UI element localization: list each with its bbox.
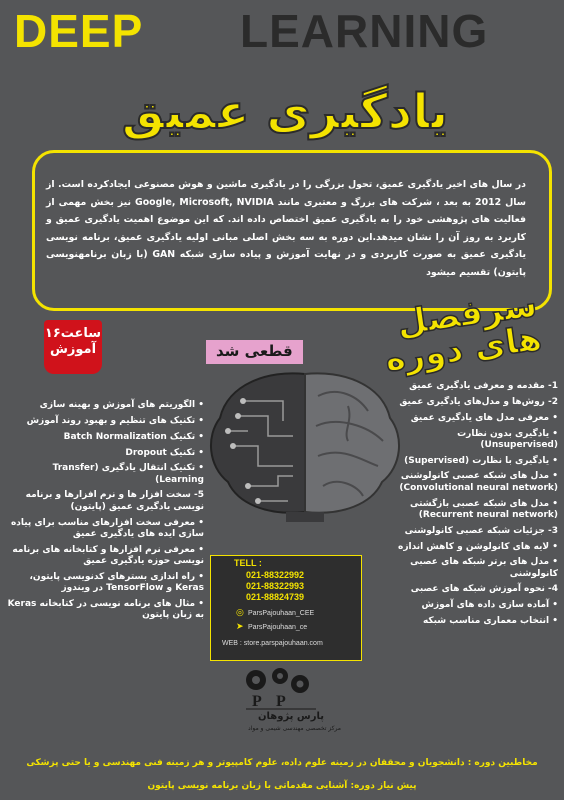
audience-text: مخاطبین دوره : دانشجویان و محققان در زمینه علوم داده، علوم کامپیوتر و هر زمینه فنی مهندسی و یا حتی پزشکی (26, 758, 538, 768)
list-item: • معرفی مدل های یادگیری عمیق (410, 412, 558, 423)
list-item: • تکنیک انتقال یادگیری (Transfer Learning) (52, 463, 204, 485)
list-item: • آماده سازی داده های آموزش (421, 600, 558, 611)
list-item: • معرفی سخت افزارهای مناسب برای پیاده سازی ایده های یادگیری عمیق (10, 517, 204, 539)
list-item: 3- جزئیات شبکه عصبی کانولوشنی (404, 525, 558, 536)
syllabus-list-left (6, 400, 204, 626)
hours-label: آموزش (49, 341, 97, 357)
list-item: • یادگیری بدون نظارت (Unsupervised) (457, 428, 558, 450)
phone-number[interactable]: 021-88322993 (246, 581, 305, 591)
instagram-icon: ◎ (236, 608, 244, 618)
logo-name: پارس پژوهان (258, 711, 324, 722)
title-deep: DEEP (14, 5, 144, 57)
website-link[interactable]: WEB : store.parspajouhaan.com (222, 640, 323, 647)
list-item: • مدل های شبکه عصبی کانولوشنی (Convolutional neural network) (399, 471, 558, 493)
list-item: • یادگیری با نظارت (Supervised) (404, 455, 558, 466)
syllabus-heading: سرفصل های دوره (382, 284, 545, 380)
telegram-icon: ➤ (236, 622, 244, 632)
list-item: • معرفی نرم افزارها و کتابخانه های برنامه نویسی حوزه یادگیری عمیق (12, 544, 204, 566)
tell-label: TELL : (234, 558, 262, 568)
telegram-handle[interactable]: ParsPajouhaan_ce (248, 624, 308, 631)
syllabus-list-right (392, 381, 558, 632)
list-item: • تکنیک های تنظیم و بهبود روند آموزش (26, 415, 204, 426)
list-item: • راه اندازی بسترهای کدنویسی پایتون، Keras و TensorFlow در ویندوز (29, 571, 204, 593)
list-item: • مدل های برتر شبکه های عصبی کانولوشنی (410, 557, 558, 579)
title-learning: LEARNING (240, 5, 489, 57)
svg-text:P: P (276, 693, 286, 710)
hours-badge (44, 320, 102, 374)
list-item: 4- نحوه آموزش شبکه های عصبی (410, 584, 558, 595)
list-item: • انتخاب معماری مناسب شبکه (422, 616, 558, 627)
list-item: • تکنیک Dropout (125, 447, 204, 458)
hours-value: ۱۶ساعت (44, 326, 102, 341)
phone-number[interactable]: 021-88824739 (246, 592, 305, 602)
prerequisite-text: پیش نیاز دوره: آشنایی مقدماتی با زبان برنامه نویسی پایتون (147, 781, 417, 791)
confirmed-stamp: قطعی شد (206, 340, 303, 364)
list-item: 5- سخت افزار ها و نرم افزارها و برنامه نویسی یادگیری عمیق (پایتون) (25, 490, 204, 512)
list-item: 1- مقدمه و معرفی یادگیری عمیق (409, 381, 558, 391)
list-item: • لایه های کانولوشن و کاهش اندازه (398, 541, 558, 552)
instagram-handle[interactable]: ParsPajouhaan_CEE (248, 610, 315, 617)
persian-title: یادگیری عمیق (121, 84, 449, 140)
brain-illustration-icon (198, 366, 412, 522)
list-item: • مدل های شبکه عصبی بازگشتی (Recurrent neural network) (410, 498, 558, 520)
svg-text:P: P (252, 693, 262, 710)
list-item: • تکنیک Batch Normalization (63, 431, 204, 442)
phone-number[interactable]: 021-88322992 (246, 570, 305, 580)
logo-subtitle: مرکز تخصصی مهندسی شیمی و مواد (248, 725, 342, 732)
list-item: 2- روش‌ها و مدل‌های یادگیری عمیق (399, 396, 558, 407)
intro-paragraph: در سال های اخیر یادگیری عمیق، تحول بزرگی را در یادگیری ماشین و هوش مصنوعی ایجادکرده است. از سال 2012 به بعد ، شرکت های بزرگ و معتبری مانند Google, Microsoft, NVIDIA نیز بخش مهمی از فعالیت های پژوهشی خود را به یادگیری عمیق اختصاص داده اند. که این موضوع اهمیت یادگیری عمیق و کاربرد به روز آن را نشان میدهد.این دوره به سه بخش اصلی مبانی اولیه یادگیری عمیق، برنامه نویسی یادگیری عمیق به صورت کاربردی و در نهایت آموزش و پیاده سازی شبکه GAN (با زبان برنامهنویسی پایتون) تقسیم میشود (46, 179, 526, 278)
list-item: • مثال های برنامه نویسی در کتابخانه Keras به زبان پایتون (7, 598, 204, 621)
list-item: • الگوریتم های آموزش و بهینه سازی (39, 400, 204, 410)
